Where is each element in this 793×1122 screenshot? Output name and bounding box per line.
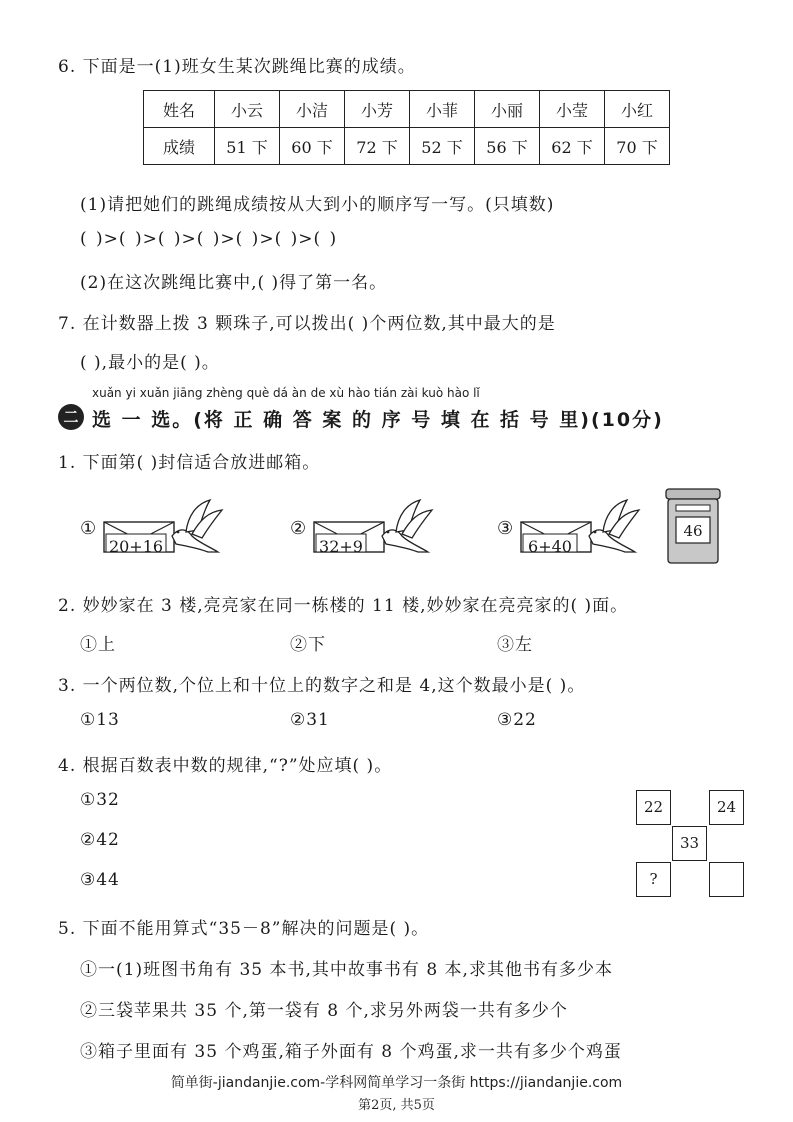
table-cell: 小莹 bbox=[540, 91, 605, 128]
mailbox-number: 46 bbox=[683, 522, 703, 540]
pigeon-icon bbox=[382, 500, 432, 552]
s5-question: 5. 下面不能用算式“35－8”解决的问题是( )。 bbox=[58, 919, 430, 939]
section-badge: 二 bbox=[58, 404, 84, 430]
section2-title: 选 一 选。(将 正 确 答 案 的 序 号 填 在 括 号 里)(10分) bbox=[92, 409, 664, 431]
option-item[interactable]: ③左 bbox=[497, 635, 533, 655]
option-item[interactable]: ②三袋苹果共 35 个,第一袋有 8 个,求另外两袋一共有多少个 bbox=[80, 1001, 568, 1021]
s3-question: 3. 一个两位数,个位上和十位上的数字之和是 4,这个数最小是( )。 bbox=[58, 676, 586, 696]
table-cell: 小云 bbox=[215, 91, 280, 128]
footer-watermark: 简单街-jiandanjie.com-学科网简单学习一条街 https://jiandanjie.com bbox=[170, 1075, 623, 1091]
q6-title: 6. 下面是一(1)班女生某次跳绳比赛的成绩。 bbox=[58, 57, 416, 77]
table-cell: 52 下 bbox=[410, 128, 475, 165]
section2-pinyin: xuǎn yi xuǎn jiāng zhèng què dá àn de xù hào tián zài kuò hào lǐ bbox=[92, 386, 480, 400]
option-item[interactable]: ①一(1)班图书角有 35 本书,其中故事书有 8 本,求其他书有多少本 bbox=[80, 960, 613, 980]
envelope-expr: 32+9 bbox=[319, 537, 363, 556]
option-item[interactable]: ①上 bbox=[80, 635, 116, 655]
option-item[interactable]: ③22 bbox=[497, 710, 537, 730]
table-cell: 72 下 bbox=[345, 128, 410, 165]
q6-sub2: (2)在这次跳绳比赛中,( )得了第一名。 bbox=[80, 273, 388, 293]
q7-line2: ( ),最小的是( )。 bbox=[80, 353, 220, 373]
table-cell: 小丽 bbox=[475, 91, 540, 128]
score-table bbox=[143, 90, 670, 165]
q6-sub1: (1)请把她们的跳绳成绩按从大到小的顺序写一写。(只填数) bbox=[80, 195, 555, 215]
pigeon-icon bbox=[589, 500, 639, 552]
s1-option-label[interactable]: ② bbox=[290, 518, 308, 539]
grid-cell-empty bbox=[709, 862, 744, 897]
option-item[interactable]: ①13 bbox=[80, 710, 120, 730]
pigeon-icon bbox=[172, 500, 222, 552]
option-item[interactable]: ③箱子里面有 35 个鸡蛋,箱子外面有 8 个鸡蛋,求一共有多少个鸡蛋 bbox=[80, 1042, 622, 1062]
table-cell: 小红 bbox=[605, 91, 670, 128]
table-cell: 51 下 bbox=[215, 128, 280, 165]
table-cell: 56 下 bbox=[475, 128, 540, 165]
table-cell: 小洁 bbox=[280, 91, 345, 128]
page-number: 第2页, 共5页 bbox=[358, 1098, 435, 1113]
envelope-expr: 6+40 bbox=[528, 537, 572, 556]
table-cell: 70 下 bbox=[605, 128, 670, 165]
table-cell: 小芳 bbox=[345, 91, 410, 128]
grid-cell: ? bbox=[636, 862, 671, 897]
table-cell: 成绩 bbox=[144, 128, 215, 165]
s1-option-label[interactable]: ③ bbox=[497, 518, 515, 539]
option-item[interactable]: ②31 bbox=[290, 710, 330, 730]
s4-question: 4. 根据百数表中数的规律,“?”处应填( )。 bbox=[58, 756, 393, 776]
q6-sub1-blanks[interactable]: ( )>( )>( )>( )>( )>( )>( ) bbox=[80, 229, 338, 249]
s1-question: 1. 下面第( )封信适合放进邮箱。 bbox=[58, 453, 321, 473]
grid-cell: 22 bbox=[636, 790, 671, 825]
table-row bbox=[144, 91, 670, 128]
option-item[interactable]: ③44 bbox=[80, 870, 120, 890]
s2-question: 2. 妙妙家在 3 楼,亮亮家在同一栋楼的 11 楼,妙妙家在亮亮家的( )面。 bbox=[58, 596, 629, 616]
option-item[interactable]: ②下 bbox=[290, 635, 326, 655]
option-item[interactable]: ②42 bbox=[80, 830, 120, 850]
table-cell: 62 下 bbox=[540, 128, 605, 165]
table-cell: 小菲 bbox=[410, 91, 475, 128]
q7-line1: 7. 在计数器上拨 3 颗珠子,可以拨出( )个两位数,其中最大的是 bbox=[58, 314, 556, 334]
grid-cell: 24 bbox=[709, 790, 744, 825]
s1-option-label[interactable]: ① bbox=[80, 518, 98, 539]
option-item[interactable]: ①32 bbox=[80, 790, 120, 810]
envelope-expr: 20+16 bbox=[108, 537, 164, 556]
table-cell: 60 下 bbox=[280, 128, 345, 165]
table-cell: 姓名 bbox=[144, 91, 215, 128]
grid-cell: 33 bbox=[672, 826, 707, 861]
table-row bbox=[144, 128, 670, 165]
